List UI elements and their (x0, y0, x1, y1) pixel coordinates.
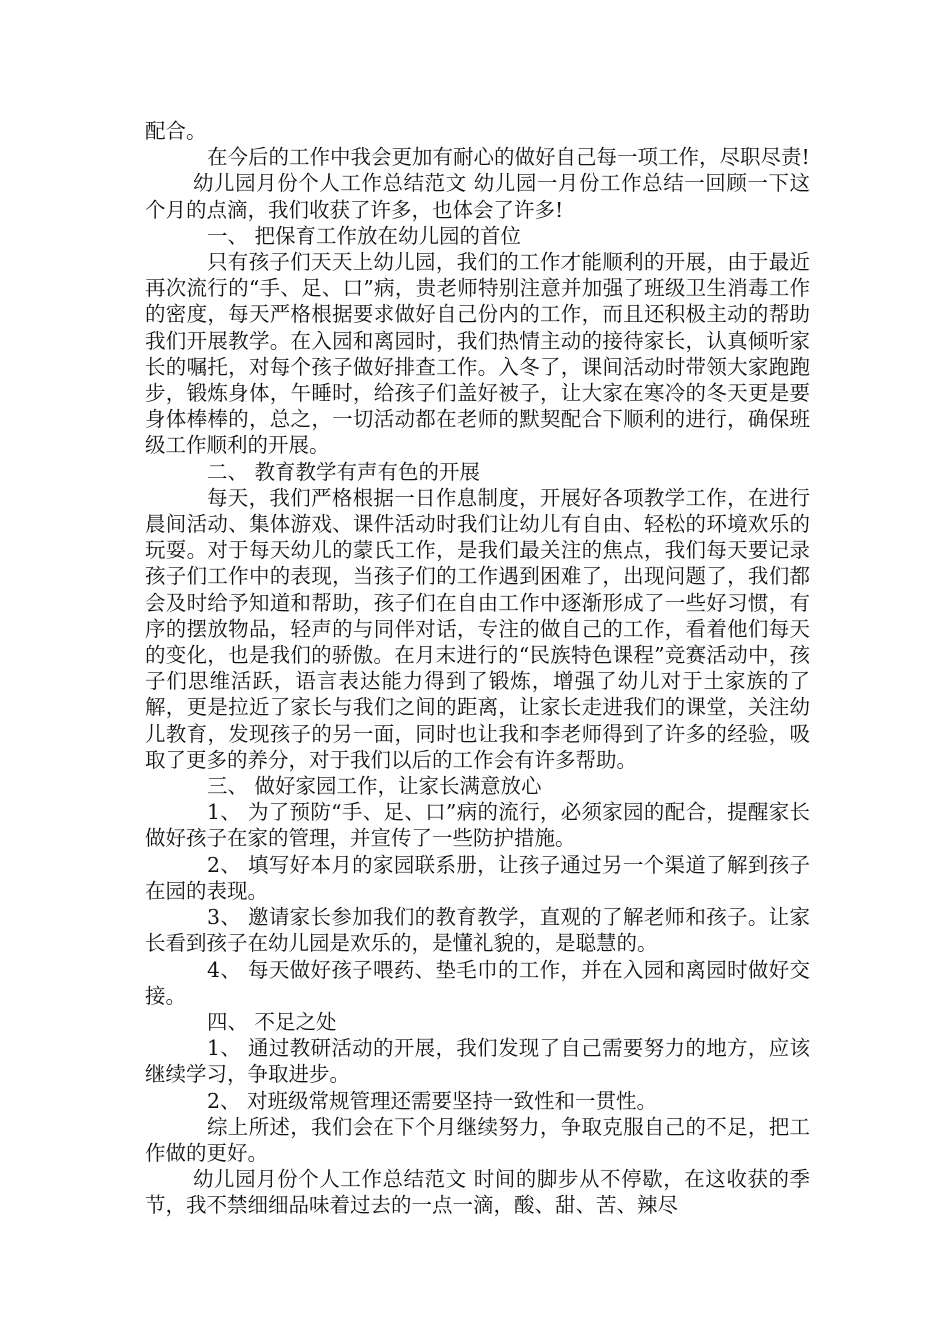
list-item: 2、 对班级常规管理还需要坚持一致性和一贯性。 (207, 1088, 658, 1113)
list-item: 3、 邀请家长参加我们的教育教学，直观的了解老师和孩子。让家长看到孩子在幼儿园是欢乐的，是懂礼貌的，是聪慧的。 (145, 905, 810, 956)
section-heading: 一、 把保育工作放在幼儿园的首位 (207, 223, 522, 248)
paragraph: 只有孩子们天天上幼儿园，我们的工作才能顺利的开展，由于最近再次流行的“手、足、口”病，贵老师特别注意并加强了班级卫生消毒工作的密度，每天严格根据要求做好自己份内的工作，而且还积极主动的帮助我们开展教学。在入园和离园时，我们热情主动的接待家长，认真倾听家长的嘱托，对每个孩子做好排查工作。入冬了，课间活动时带领大家跑跑步，锻炼身体，午睡时，给孩子们盖好被子，让大家在寒冷的冬天更是要身体棒棒的，总之，一切活动都在老师的默契配合下顺利的进行，确保班级工作顺利的开展。 (145, 250, 810, 458)
section-heading: 四、 不足之处 (207, 1009, 337, 1034)
paragraph: 幼儿园月份个人工作总结范文 时间的脚步从不停歇，在这收获的季节，我不禁细细品味着过去的一点一滴，酸、甜、苦、辣尽 (145, 1167, 810, 1218)
list-item: 1、 为了预防“手、足、口”病的流行，必须家园的配合，提醒家长做好孩子在家的管理，并宣传了一些防护措施。 (145, 800, 810, 851)
list-item: 4、 每天做好孩子喂药、垫毛巾的工作，并在入园和离园时做好交接。 (145, 957, 810, 1008)
document-body (145, 118, 810, 1219)
paragraph: 在今后的工作中我会更加有耐心的做好自己每一项工作，尽职尽责! (207, 145, 810, 170)
section-heading: 三、 做好家园工作，让家长满意放心 (207, 774, 542, 799)
paragraph: 配合。 (145, 119, 207, 143)
paragraph: 综上所述，我们会在下个月继续努力，争取克服自己的不足，把工作做的更好。 (145, 1114, 810, 1165)
paragraph: 每天，我们严格根据一日作息制度，开展好各项教学工作，在进行晨间活动、集体游戏、课件活动时我们让幼儿有自由、轻松的环境欢乐的玩耍。对于每天幼儿的蒙氏工作，是我们最关注的焦点，我们每天要记录孩子们工作中的表现，当孩子们的工作遇到困难了，出现问题了，我们都会及时给予知道和帮助，孩子们在自由工作中逐渐形成了一些好习惯，有序的摆放物品，轻声的与同伴对话，专注的做自己的工作，看着他们每天的变化，也是我们的骄傲。在月末进行的“民族特色课程”竞赛活动中，孩子们思维活跃，语言表达能力得到了锻炼，增强了幼儿对于土家族的了解，更是拉近了家长与我们之间的距离，让家长走进我们的课堂，关注幼儿教育，发现孩子的另一面，同时也让我和李老师得到了许多的经验，吸取了更多的养分，对于我们以后的工作会有许多帮助。 (145, 485, 810, 772)
section-heading: 二、 教育教学有声有色的开展 (207, 459, 481, 484)
paragraph: 幼儿园月份个人工作总结范文 幼儿园一月份工作总结一回顾一下这个月的点滴，我们收获了许多，也体会了许多! (145, 171, 810, 222)
list-item: 2、 填写好本月的家园联系册，让孩子通过另一个渠道了解到孩子在园的表现。 (145, 852, 810, 903)
list-item: 1、 通过教研活动的开展，我们发现了自己需要努力的地方，应该继续学习，争取进步。 (145, 1036, 810, 1087)
